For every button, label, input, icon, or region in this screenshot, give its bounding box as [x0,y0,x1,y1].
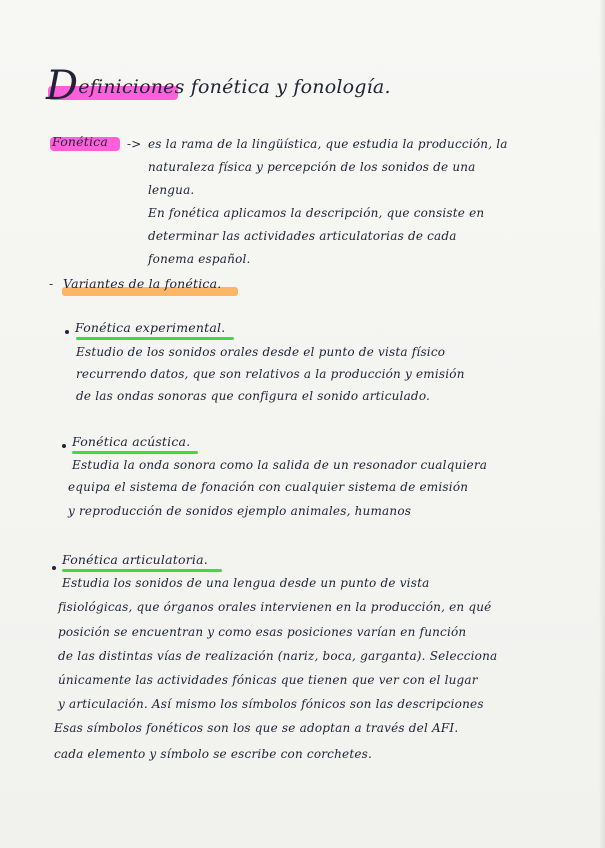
articulatoria-line: Estudia los sonidos de una lengua desde un punto de vista [62,576,430,590]
fonetica-line: lengua. [148,183,195,197]
experimental-heading: Fonética experimental. [75,320,226,335]
articulatoria-line: de las distintas vías de realización (nariz, boca, garganta). Selecciona [58,649,498,663]
acustica-underline [72,451,198,454]
fonetica-line: En fonética aplicamos la descripción, que consiste en [148,206,485,220]
bullet [62,444,66,448]
articulatoria-line: cada elemento y símbolo se escribe con corchetes. [54,747,373,761]
fonetica-arrow: -> [127,137,142,151]
experimental-line: Estudio de los sonidos orales desde el punto de vista físico [76,345,446,359]
articulatoria-line: y articulación. Así mismo los símbolos fónicos son las descripciones [58,697,484,711]
acustica-line: y reproducción de sonidos ejemplo animales, humanos [68,504,412,518]
fonetica-line: fonema español. [148,252,251,266]
articulatoria-line: posición se encuentran y como esas posiciones varían en función [58,625,467,639]
experimental-line: recurrendo datos, que son relativos a la producción y emisión [76,367,465,381]
fonetica-line: naturaleza física y percepción de los sonidos de una [148,160,476,174]
page-edge-shadow [599,0,605,848]
variantes-dash: - [49,276,54,291]
page-title [46,63,391,109]
articulatoria-heading: Fonética articulatoria. [62,552,208,567]
fonetica-term: Fonética [52,134,109,149]
articulatoria-underline [62,569,222,572]
acustica-line: Estudia la onda sonora como la salida de un resonador cualquiera [72,458,488,472]
articulatoria-line: fisiológicas, que órganos orales intervienen en la producción, en qué [58,600,492,614]
articulatoria-line: únicamente las actividades fónicas que tienen que ver con el lugar [58,673,478,687]
title-initial: D [46,63,79,109]
fonetica-line: determinar las actividades articulatorias de cada [148,229,457,243]
bullet [65,330,69,334]
fonetica-line: es la rama de la lingüística, que estudia la producción, la [148,137,508,151]
acustica-heading: Fonética acústica. [72,434,191,449]
acustica-line: equipa el sistema de fonación con cualquier sistema de emisión [68,480,469,494]
articulatoria-line: Esas símbolos fonéticos son los que se adoptan a través del AFI. [54,721,459,735]
bullet [52,566,56,570]
title-rest: efiniciones fonética y fonología. [78,76,391,98]
variantes-heading: Variantes de la fonética. [63,276,222,291]
experimental-line: de las ondas sonoras que configura el sonido articulado. [76,389,431,403]
experimental-underline [76,337,234,340]
